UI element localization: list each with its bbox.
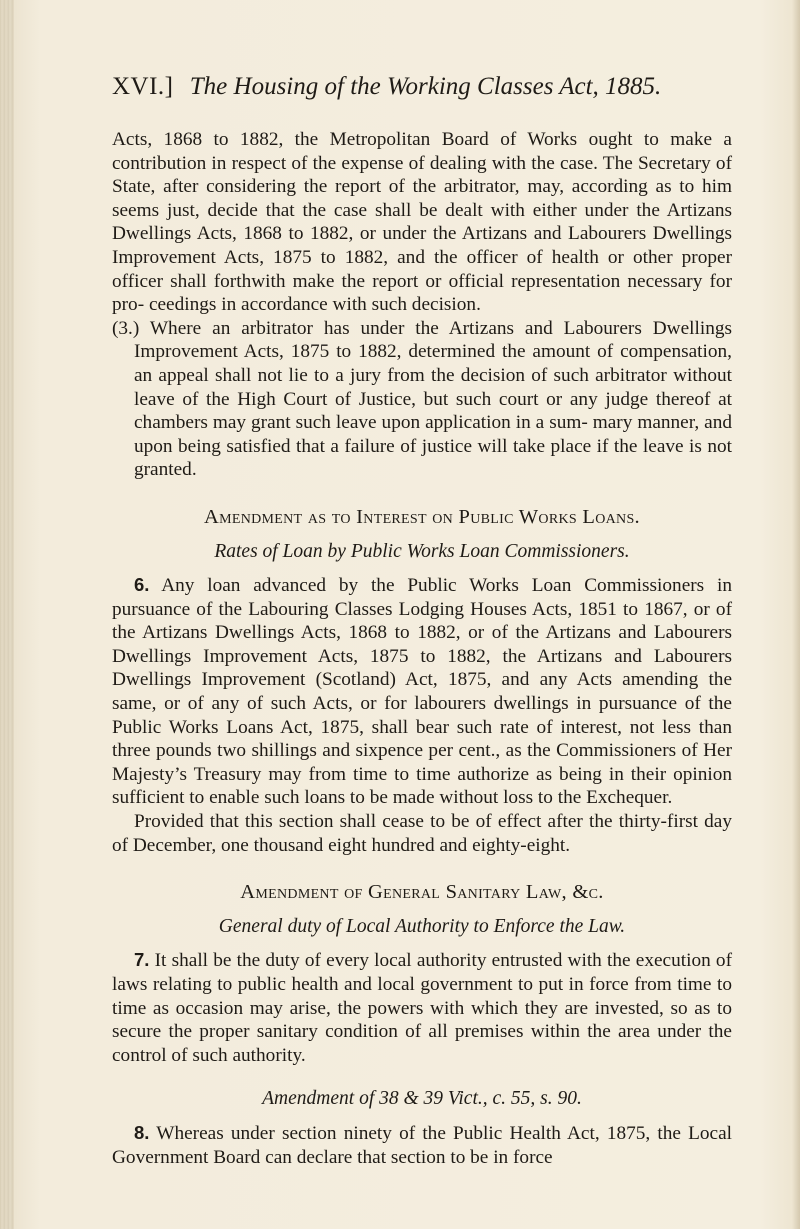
- subsection-3: (3.) Where an arbitrator has under the Artizans and Labourers Dwellings Improvement Acts, 1875 to 1882, determined the amount of compensation, an appeal shall not lie to a jury from the decision of such arbitrator without leave of the High Court of Justice, but such court or any judge thereof at chambers may grant such leave upon application in a sum- mary manner, and upon being satisfied that a failure of justice will take place if the leave is not granted.: [112, 317, 732, 481]
- section-7-number: 7.: [134, 949, 150, 971]
- section-7: [112, 948, 732, 1067]
- subheading-rates-of-loan: Rates of Loan by Public Works Loan Commissioners.: [214, 540, 630, 562]
- section-7-text: It shall be the duty of every local authority entrusted with the execution of laws relating to public health and local government to put in force from time to time as occasion may arise, the powers with which they are invested, so as to secure the proper sanitary condition of all premises within the area under the control of such authority.: [112, 950, 732, 1066]
- paragraph-continuation: Acts, 1868 to 1882, the Metropolitan Board of Works ought to make a contribution in respect of the expense of dealing with the case. The Secretary of State, after considering the report of the arbitrator, may, according as to him seems just, decide that the case shall be dealt with either under the Artizans Dwellings Acts, 1868 to 1882, or under the Artizans and Labourers Dwellings Improvement Acts, 1875 to 1882, and the officer of health or other proper officer shall forthwith make the report or official representation necessary for pro- ceedings in accordance with such decision.: [112, 129, 732, 316]
- section-6-text: Any loan advanced by the Public Works Loan Commissioners in pursuance of the Labouring Classes Lodging Houses Acts, 1851 to 1867, or of the Artizans Dwellings Acts, 1868 to 1882, or of the Artizans and Labourers Dwellings Improvement Acts, 1875 to 1882, the Artizans and Labourers Dwellings Improvement (Scotland) Act, 1875, and any Acts amending the same, or of any of such Acts, or for labourers dwellings in pursuance of the Public Works Loans Act, 1875, shall bear such rate of interest, not less than three pounds two shillings and sixpence per cent., as the Commissioners of Her Majesty’s Treasury may from time to time authorize as being in their opinion sufficient to enable such loans to be made without loss to the Exchequer.: [112, 575, 732, 809]
- section-heading-sanitary-law: Amendment of General Sanitary Law, &c.: [240, 881, 604, 904]
- chapter-number: XVI.]: [112, 73, 174, 100]
- section-8: [112, 1121, 732, 1169]
- section-8-text: Whereas under section ninety of the Public Health Act, 1875, the Local Government Board can declare that section to be in force: [112, 1122, 732, 1168]
- book-gutter: [0, 0, 14, 1229]
- section-6-number: 6.: [134, 574, 150, 596]
- section-6-proviso: Provided that this section shall cease to be of effect after the thirty-first day of December, one thousand eight hundred and eighty-eight.: [112, 811, 732, 856]
- section-heading-public-works-loans: Amendment as to Interest on Public Works Loans.: [204, 505, 640, 528]
- section-8-number: 8.: [134, 1121, 150, 1143]
- page-body: [112, 128, 732, 1169]
- subheading-amendment-vict: Amendment of 38 & 39 Vict., c. 55, s. 90.: [262, 1088, 582, 1110]
- subheading-general-duty: General duty of Local Authority to Enforce the Law.: [218, 915, 626, 937]
- page-edge-shadow: [792, 0, 800, 1229]
- section-6: [112, 573, 732, 810]
- running-title: The Housing of the Working Classes Act, 1885.: [189, 73, 662, 100]
- running-header: [112, 72, 732, 102]
